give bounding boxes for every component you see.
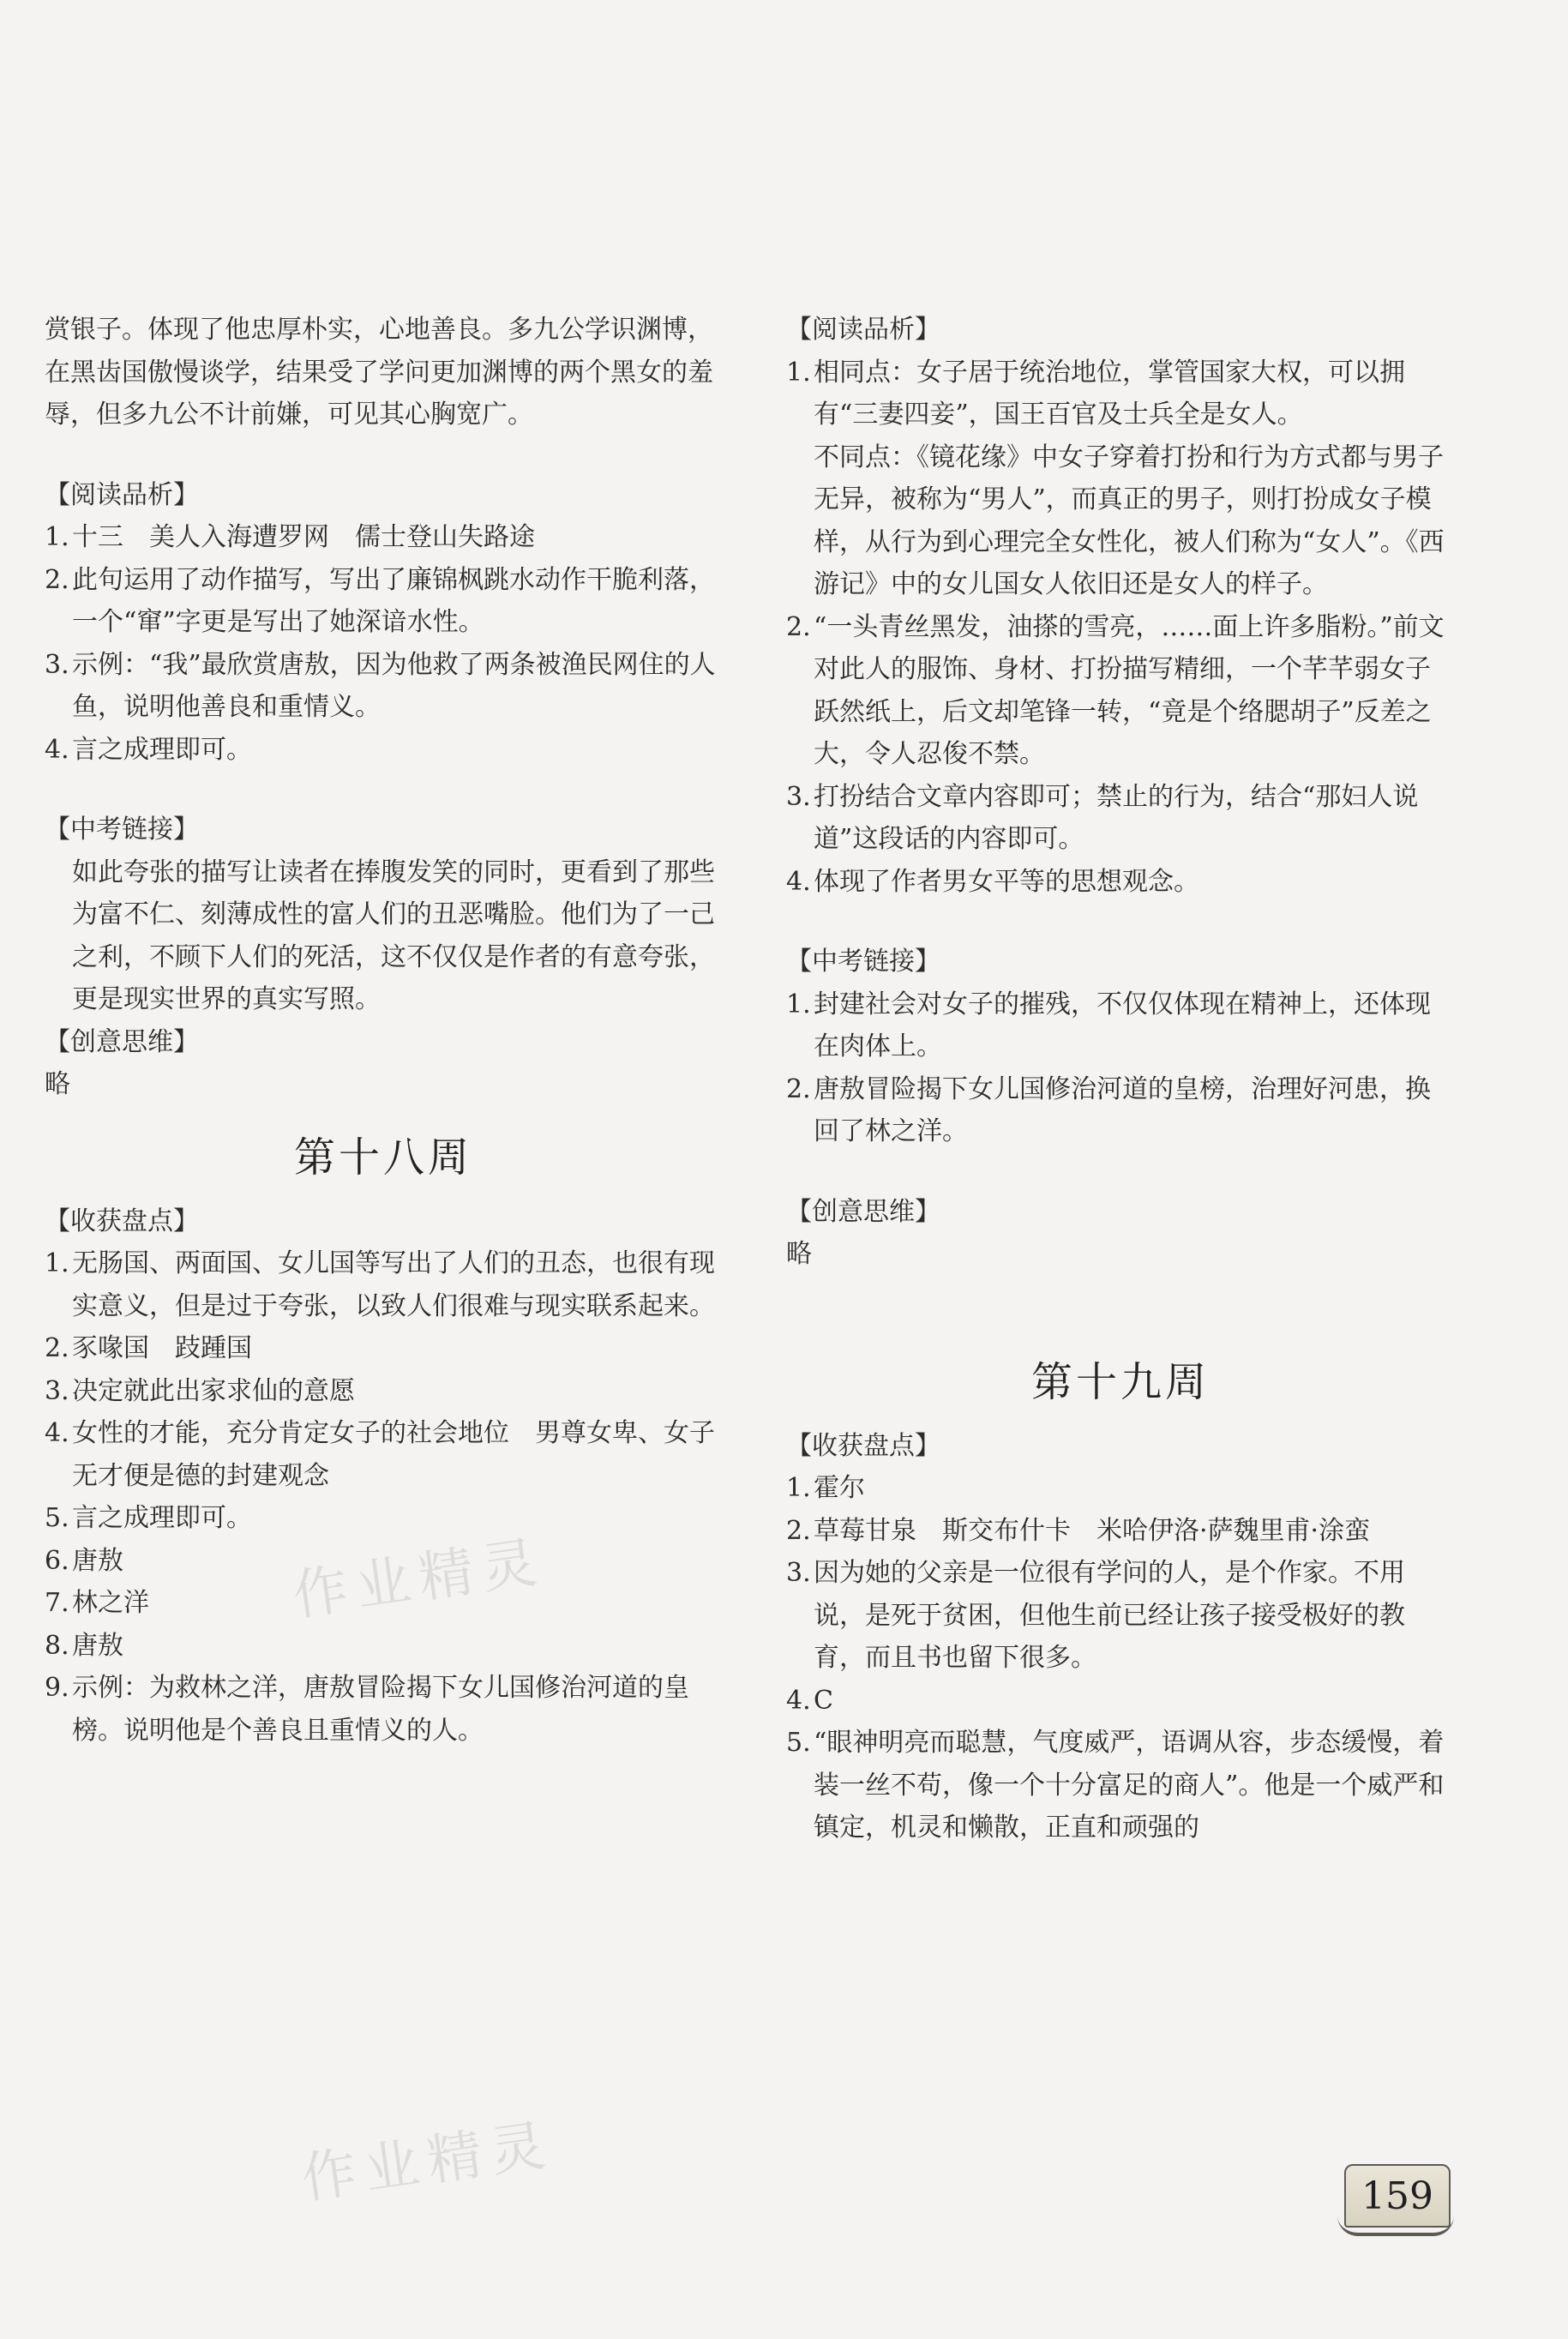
list-item: 4. 体现了作者男女平等的思想观念。	[786, 866, 1199, 897]
right-column	[786, 309, 1455, 1849]
list-item: 5. 言之成理即可。	[45, 1503, 252, 1533]
right-reading-heading: 【阅读品析】	[786, 315, 940, 345]
left-reading-list	[45, 516, 722, 771]
left-exam-paragraph: 如此夸张的描写让读者在捧腹发笑的同时，更看到了那些为富不仁、刻薄成性的富人们的丑恶嘴脸。他们为了一己之利，不顾下人们的死活，这不仅仅是作者的有意夸张，更是现实世界的真实写照。	[72, 857, 715, 1014]
list-item: 4. 女性的才能，充分肯定女子的社会地位 男尊女卑、女子无才便是德的封建观念	[45, 1418, 715, 1491]
list-item: 2. 此句运用了动作描写，写出了廉锦枫跳水动作干脆利落，一个“窜”字更是写出了她深谙水性。	[45, 564, 715, 637]
right-creative-heading: 【创意思维】	[786, 1196, 940, 1227]
list-item: 1. 十三 美人入海遭罗网 儒士登山失路途	[45, 522, 535, 552]
list-item: 4. 言之成理即可。	[45, 734, 252, 765]
left-column	[45, 309, 722, 1752]
week-18-title: 第十八周	[293, 1133, 472, 1182]
list-item: 2. “一头青丝黑发，油搽的雪亮，……面上许多脂粉。”前文对此人的服饰、身材、打扮描写精细，一个芊芊弱女子跃然纸上，后文却笔锋一转，“竟是个络腮胡子”反差之大，令人忍俊不禁。	[786, 611, 1445, 769]
list-item: 4. C	[786, 1685, 833, 1716]
left-creative-text: 略	[45, 1069, 70, 1099]
list-item-continuation: 不同点：《镜花缘》中女子穿着打扮和行为方式都与男子无异，被称为“男人”，而真正的男子，则打扮成女子模样，从行为到心理完全女性化，被人们称为“女人”。《西游记》中的女儿国女人依旧还是女人的样子。	[814, 442, 1445, 599]
list-item: 7. 林之洋	[45, 1588, 149, 1618]
list-item: 3. 决定就此出家求仙的意愿	[45, 1375, 355, 1406]
list-item: 3. 打扮结合文章内容即可；禁止的行为，结合“那妇人说道”这段话的内容即可。	[786, 781, 1419, 854]
left-reading-heading: 【阅读品析】	[45, 479, 199, 510]
left-harvest-heading: 【收获盘点】	[45, 1206, 199, 1236]
right-exam-heading: 【中考链接】	[786, 947, 940, 977]
list-item: 2. 豕喙国 跂踵国	[45, 1333, 252, 1363]
list-item: 2. 草莓甘泉 斯交布什卡 米哈伊洛·萨魏里甫·涂蛮	[786, 1515, 1371, 1546]
watermark: 作业精灵	[289, 1530, 550, 1629]
list-item: 6. 唐敖	[45, 1545, 123, 1576]
open-book-icon	[1337, 2216, 1454, 2236]
list-item: 1. 无肠国、两面国、女儿国等写出了人们的丑态，也很有现实意义，但是过于夸张，以致人们很难与现实联系起来。	[45, 1248, 715, 1321]
list-item: 1. 相同点：女子居于统治地位，掌管国家大权，可以拥有“三妻四妾”，国王百官及士兵全是女人。	[786, 357, 1405, 430]
right-harvest-list	[786, 1467, 1455, 1849]
week-19-title: 第十九周	[1030, 1357, 1210, 1406]
list-item: 9. 示例：为救林之洋，唐敖冒险揭下女儿国修治河道的皇榜。说明他是个善良且重情义的人。	[45, 1673, 689, 1746]
list-item: 2. 唐敖冒险揭下女儿国修治河道的皇榜，治理好河患，换回了林之洋。	[786, 1073, 1431, 1146]
list-item: 8. 唐敖	[45, 1630, 123, 1661]
list-item: 3. 示例：“我”最欣赏唐敖，因为他救了两条被渔民网住的人鱼，说明他善良和重情义。	[45, 649, 716, 722]
list-item: 1. 封建社会对女子的摧残，不仅仅体现在精神上，还体现在肉体上。	[786, 989, 1431, 1061]
right-creative-text: 略	[786, 1239, 812, 1269]
page-number: 159	[1361, 2174, 1433, 2218]
right-reading-list	[786, 352, 1455, 904]
list-item: 5. “眼神明亮而聪慧，气度威严，语调从容，步态缓慢，着装一丝不苟，像一个十分富足的商人”。他是一个威严和镇定，机灵和懒散，正直和顽强的	[786, 1728, 1445, 1843]
right-harvest-heading: 【收获盘点】	[786, 1430, 940, 1461]
left-exam-heading: 【中考链接】	[45, 815, 199, 845]
left-intro-paragraph: 赏银子。体现了他忠厚朴实，心地善良。多九公学识渊博，在黑齿国傲慢谈学，结果受了学问更加渊博的两个黑女的羞辱，但多九公不计前嫌，可见其心胸宽广。	[45, 315, 713, 430]
left-harvest-list	[45, 1242, 722, 1752]
list-item: 3. 因为她的父亲是一位很有学问的人，是个作家。不用说，是死于贫困，但他生前已经让孩子接受极好的教育，而且书也留下很多。	[786, 1558, 1405, 1673]
right-exam-list	[786, 983, 1455, 1153]
watermark: 作业精灵	[297, 2113, 558, 2212]
list-item: 1. 霍尔	[786, 1473, 865, 1503]
left-creative-heading: 【创意思维】	[45, 1026, 199, 1057]
